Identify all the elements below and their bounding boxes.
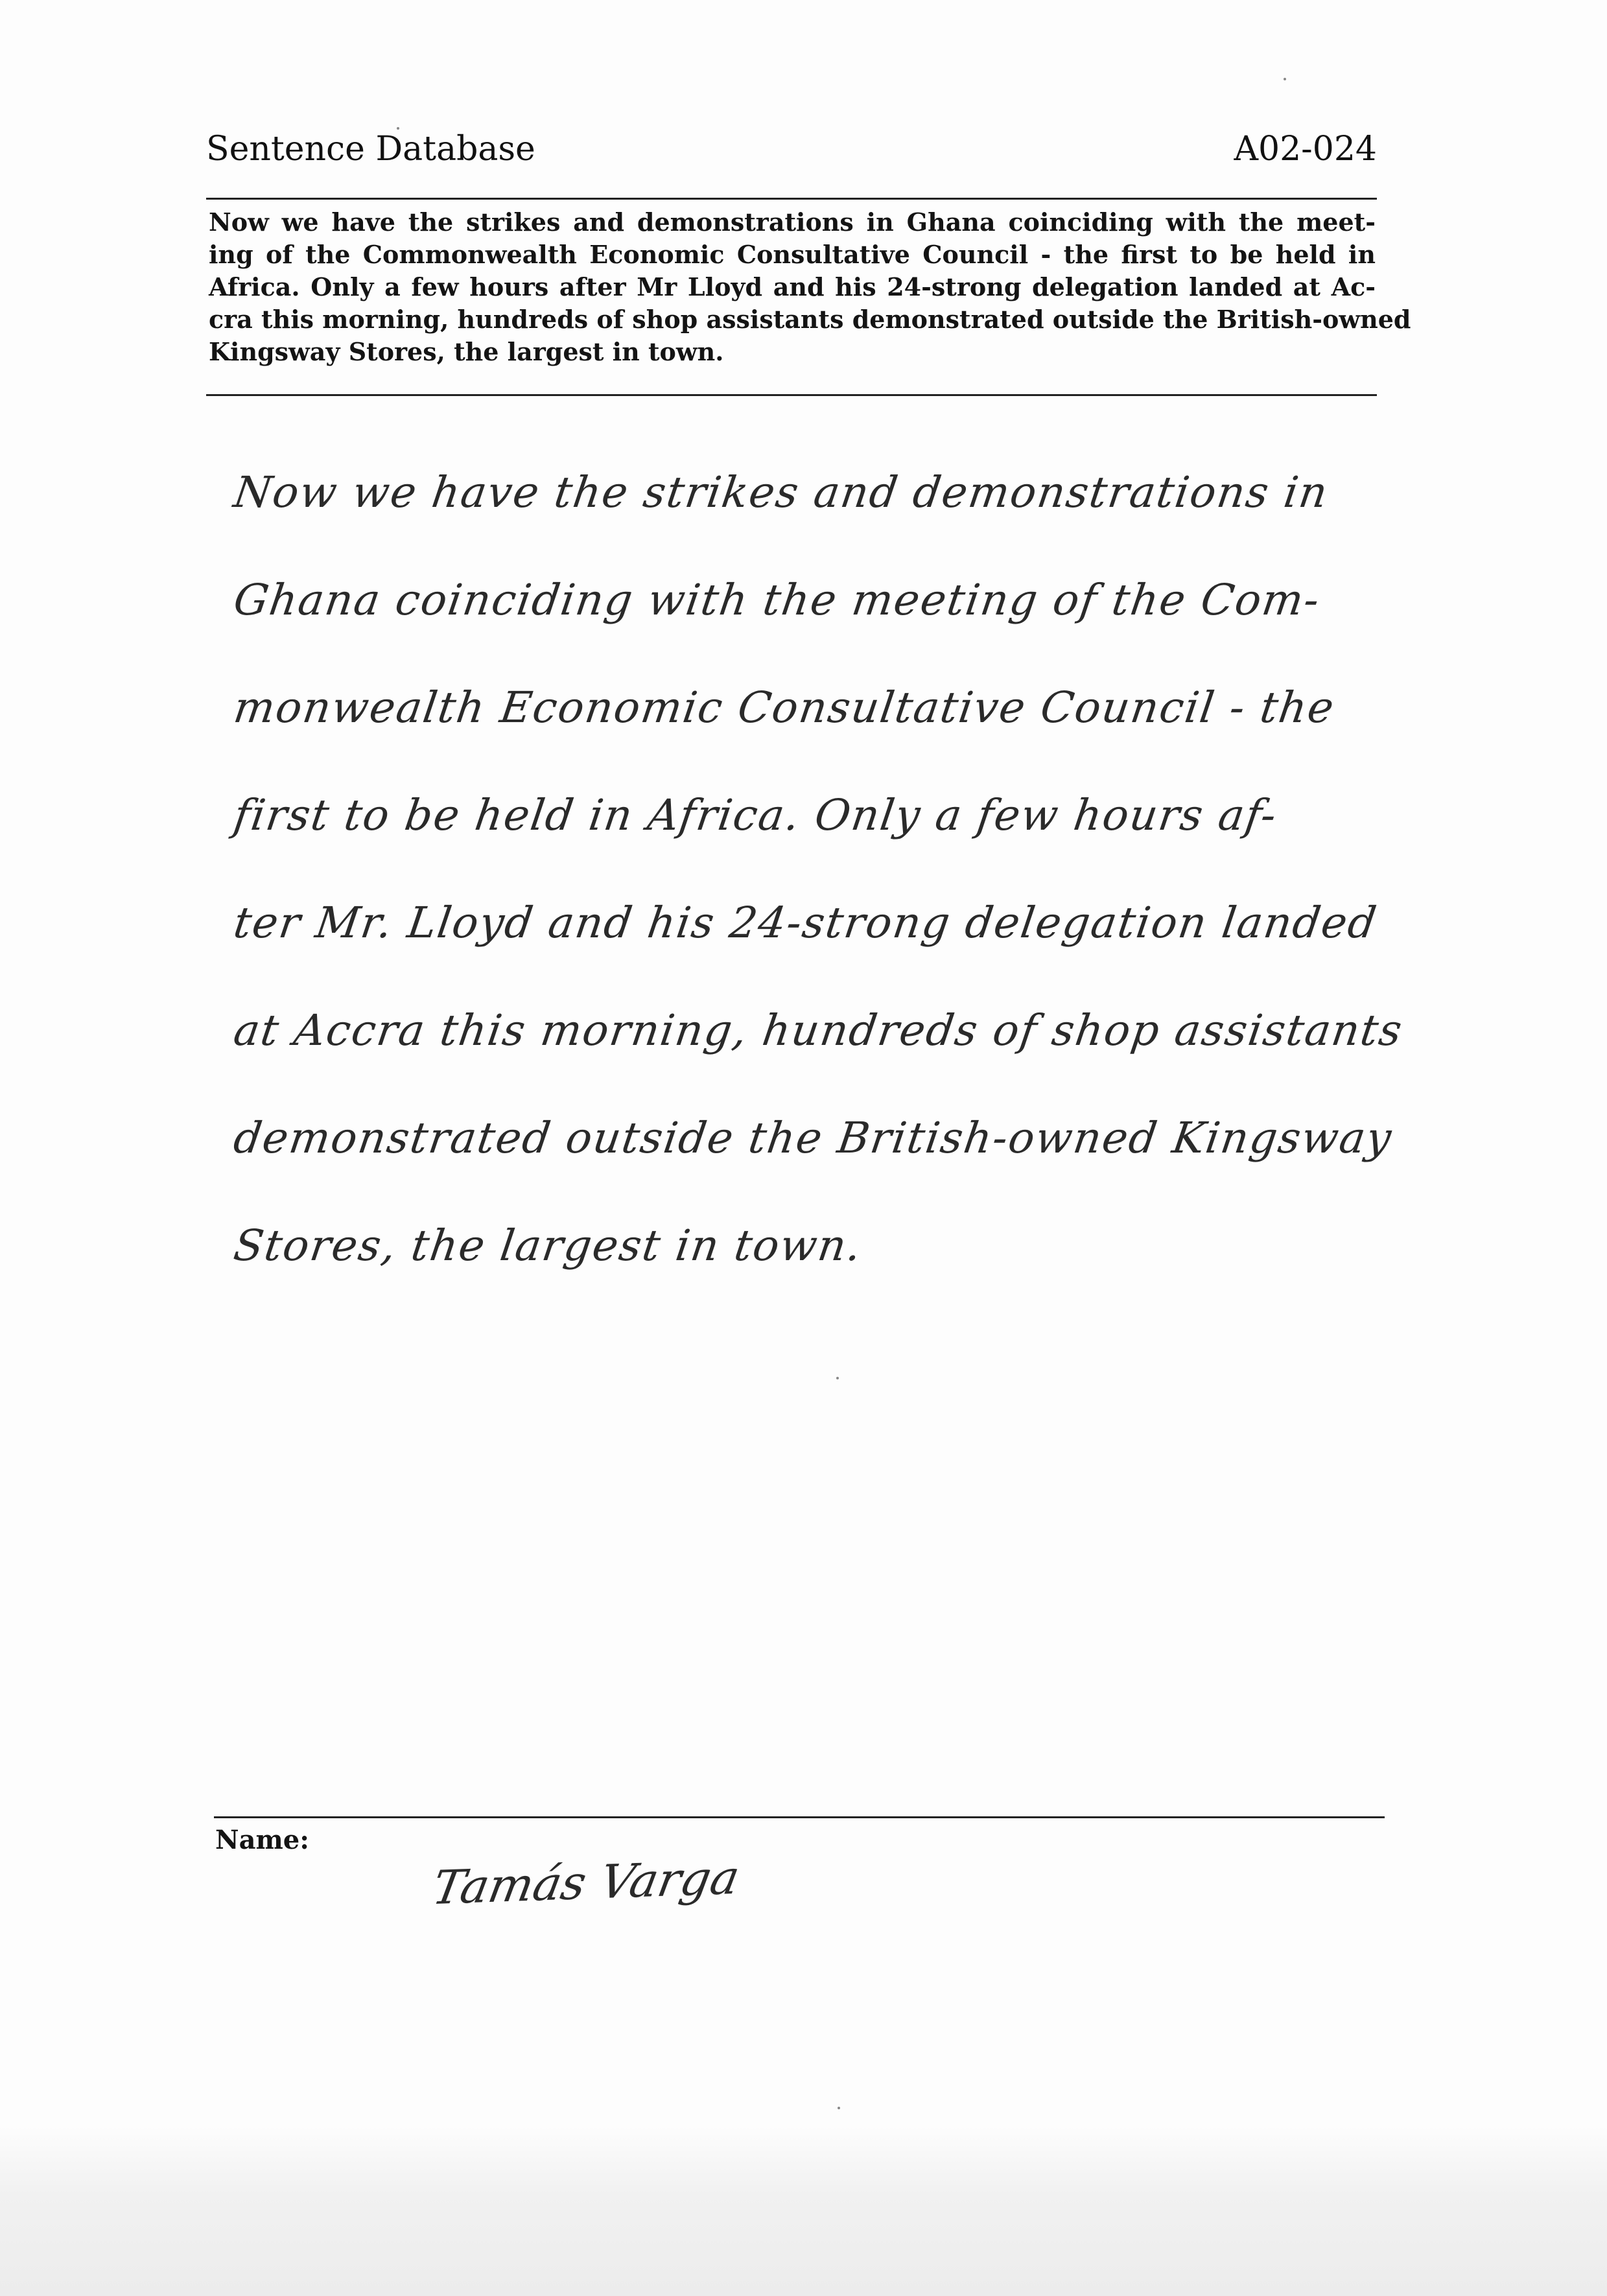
prompt-line: Africa. Only a few hours after Mr Lloyd and his 24-strong delegation landed at Ac-	[209, 272, 1376, 301]
handwritten-line: demonstrated outside the British-owned Kingsway	[230, 1113, 1396, 1163]
prompt-divider	[206, 394, 1377, 396]
handwritten-line: Stores, the largest in town.	[230, 1221, 866, 1271]
scan-speck	[836, 1377, 839, 1379]
prompt-line: ing of the Commonwealth Economic Consultative Council - the first to be held in	[209, 240, 1376, 269]
signature: Tamás Varga	[428, 1849, 744, 1915]
scan-speck	[1284, 78, 1286, 80]
handwritten-line: first to be held in Africa. Only a few hours af-	[230, 790, 1281, 840]
prompt-line: cra this morning, hundreds of shop assistants demonstrated outside the British-owned	[209, 305, 1411, 334]
form-header	[206, 130, 1377, 175]
form-id: A02-024	[1234, 130, 1377, 169]
printed-prompt	[209, 206, 1411, 368]
handwritten-line: Ghana coinciding with the meeting of the Com-	[230, 575, 1324, 625]
form-title: Sentence Database	[206, 130, 535, 169]
handwritten-line: ter Mr. Lloyd and his 24-strong delegation landed	[230, 898, 1381, 948]
prompt-line: Kingsway Stores, the largest in town.	[209, 337, 724, 366]
name-label: Name:	[215, 1825, 310, 1855]
name-divider	[214, 1816, 1385, 1818]
prompt-line: Now we have the strikes and demonstrations in Ghana coinciding with the meet-	[209, 207, 1376, 237]
scan-speck	[838, 2107, 840, 2109]
handwritten-text	[230, 454, 1407, 1315]
scan-shadow	[0, 2126, 1607, 2296]
handwritten-line: Now we have the strikes and demonstrations in	[230, 467, 1332, 517]
handwritten-line: at Accra this morning, hundreds of shop assistants	[230, 1005, 1407, 1055]
scan-speck	[397, 127, 399, 130]
handwritten-line: monwealth Economic Consultative Council - the	[230, 683, 1339, 732]
header-divider	[206, 198, 1377, 200]
